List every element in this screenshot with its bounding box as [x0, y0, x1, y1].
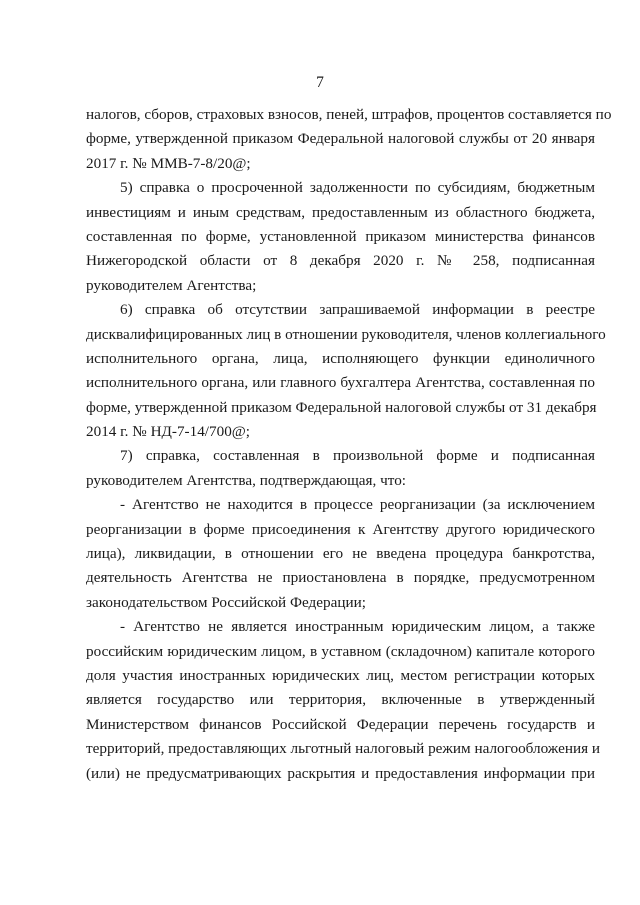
document-body — [86, 103, 612, 786]
text-line: Нижегородской области от 8 декабря 2020 г. № 258, подписанная — [86, 252, 595, 270]
text-line: (или) не предусматривающих раскрытия и предоставления информации при — [86, 764, 595, 782]
text-line: деятельность Агентства не приостановлена в порядке, предусмотренном — [86, 569, 595, 587]
text-line: форме, утвержденной приказом Федеральной налоговой службы от 31 декабря — [86, 398, 597, 416]
text-line: 6) справка об отсутствии запрашиваемой информации в реестре — [120, 301, 595, 319]
text-line: 5) справка о просроченной задолженности по субсидиям, бюджетным — [120, 179, 595, 197]
text-line: 2014 г. № НД-7-14/700@; — [86, 423, 250, 441]
text-line: руководителем Агентства, подтверждающая, что: — [86, 471, 407, 489]
page-number: 7 — [316, 74, 324, 91]
text-line: - Агентство не находится в процессе реорганизации (за исключением — [120, 496, 595, 514]
text-line: руководителем Агентства; — [86, 276, 257, 294]
text-line: дисквалифицированных лиц в отношении руководителя, членов коллегиального — [86, 325, 606, 343]
text-line: исполнительного органа, лица, исполняющего функции единоличного — [86, 349, 595, 367]
text-line: составленная по форме, установленной приказом министерства финансов — [86, 227, 595, 245]
text-line: - Агентство не является иностранным юридическим лицом, а также — [120, 618, 595, 636]
text-line: исполнительного органа, или главного бухгалтера Агентства, составленная по — [86, 374, 595, 392]
text-line: 7) справка, составленная в произвольной форме и подписанная — [120, 447, 595, 465]
text-line: российским юридическим лицом, в уставном (складочном) капитале которого — [86, 642, 595, 660]
text-line: лица), ликвидации, в отношении его не введена процедура банкротства, — [86, 545, 595, 563]
text-line: Министерством финансов Российской Федерации перечень государств и — [86, 715, 595, 733]
text-line: территорий, предоставляющих льготный налоговый режим налогообложения и — [86, 740, 601, 758]
text-line: 2017 г. № ММВ-7-8/20@; — [86, 154, 251, 172]
text-line: является государство или территория, включенные в утвержденный — [86, 691, 595, 709]
text-line: инвестициям и иным средствам, предоставленным из областного бюджета, — [86, 203, 595, 221]
text-line: законодательством Российской Федерации; — [86, 593, 366, 611]
text-line: налогов, сборов, страховых взносов, пеней, штрафов, процентов составляется по — [86, 106, 612, 123]
text-line: доля участия иностранных юридических лиц, местом регистрации которых — [86, 666, 595, 684]
text-line: реорганизации в форме присоединения к Агентству другого юридического — [86, 520, 595, 538]
text-line: форме, утвержденной приказом Федеральной налоговой службы от 20 января — [86, 130, 595, 148]
